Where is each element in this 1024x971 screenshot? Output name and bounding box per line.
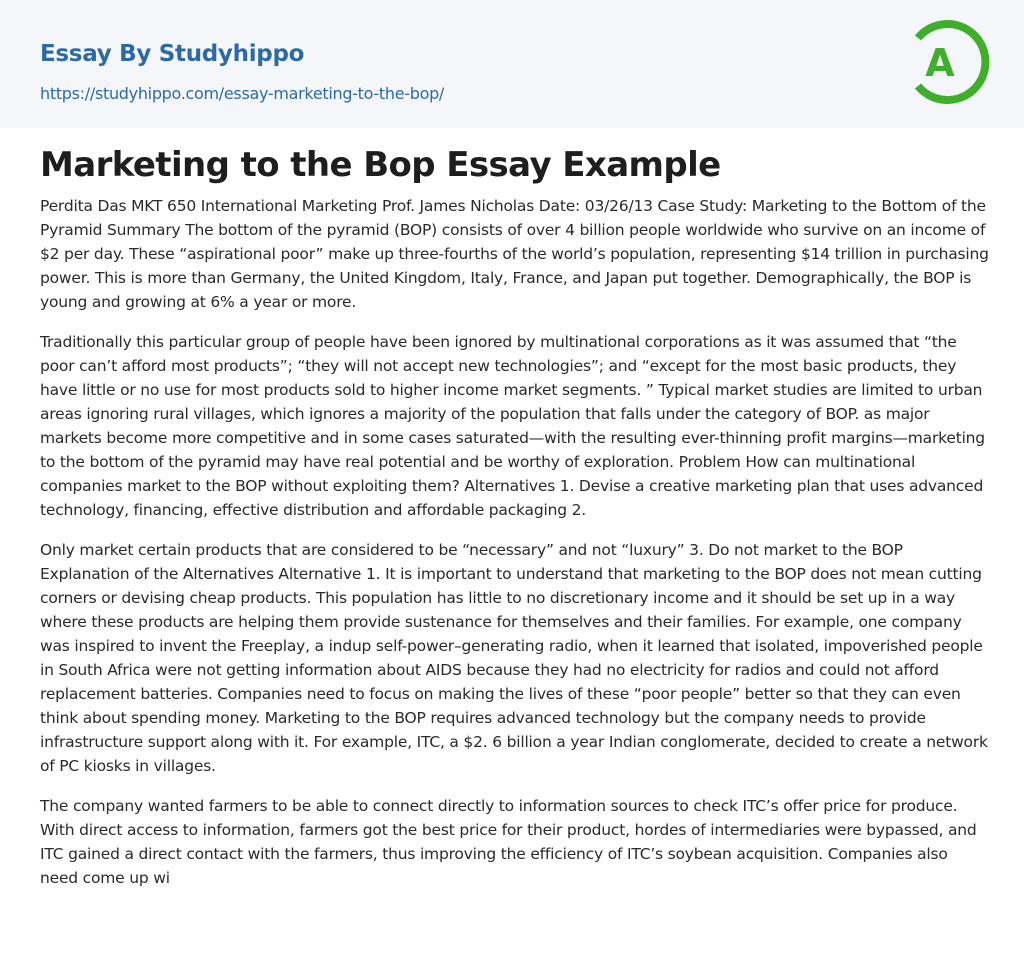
site-brand[interactable]: Essay By Studyhippo: [40, 41, 305, 67]
essay-paragraph: Traditionally this particular group of people have been ignored by multinational corporations as it was assumed that “the poor can’t afford most products”; “they will not accept new technologies”; and “except for the most basic products, they have little or no use for most products sold to higher income market segments. ” Typical market studies are limited to urban areas ignoring rural villages, which ignores a majority of the population that falls under the category of BOP. as major markets become more competitive and in some cases saturated—with the resulting ever-thinning profit margins—marketing to the bottom of the pyramid may have real potential and be worthy of exploration. Problem How can multinational companies market to the BOP without exploiting them? Alternatives 1. Devise a creative marketing plan that uses advanced technology, financing, effective distribution and affordable packaging 2.: [40, 333, 985, 519]
essay-paragraph: The company wanted farmers to be able to connect directly to information sources to check ITC’s offer price for produce. With direct access to information, farmers got the best price for their product, hordes of intermediaries were bypassed, and ITC gained a direct contact with the farmers, thus improving the efficiency of ITC’s soybean acquisition. Companies also need come up wi: [40, 797, 977, 887]
essay-paragraph: Only market certain products that are considered to be “necessary” and not “luxury” 3. Do not market to the BOP Explanation of the Alternatives Alternative 1. It is important to understand that marketing to the BOP does not mean cutting corners or devising cheap products. This population has little to no discretionary income and it should be set up in a way where these products are helping them provide sustenance for themselves and their families. For example, one company was inspired to invent the Freeplay, a indup self-power–generating radio, when it learned that isolated, impoverished people in South Africa were not getting information about AIDS because they had no electricity for radios and could not afford replacement batteries. Companies need to focus on making the lives of these “poor people” better so that they can even think about spending money. Marketing to the BOP requires advanced technology but the company needs to provide infrastructure support along with it. For example, ITC, a $2. 6 billion a year Indian conglomerate, decided to create a network of PC kiosks in villages.: [40, 541, 988, 775]
page-title: Marketing to the Bop Essay Example: [40, 145, 721, 185]
essay-body: [40, 194, 990, 906]
studyhippo-logo-icon[interactable]: [910, 18, 990, 106]
essay-url-link[interactable]: https://studyhippo.com/essay-marketing-to-the-bop/: [40, 84, 445, 103]
site-header: [0, 0, 1024, 128]
essay-paragraph: Perdita Das MKT 650 International Marketing Prof. James Nicholas Date: 03/26/13 Case Study: Marketing to the Bottom of the Pyramid Summary The bottom of the pyramid (BOP) consists of over 4 billion people worldwide who survive on an income of $2 per day. These “aspirational poor” make up three-fourths of the world’s population, representing $14 trillion in purchasing power. This is more than Germany, the United Kingdom, Italy, France, and Japan put together. Demographically, the BOP is young and growing at 6% a year or more.: [40, 197, 989, 311]
logo-letter: A: [925, 41, 955, 85]
